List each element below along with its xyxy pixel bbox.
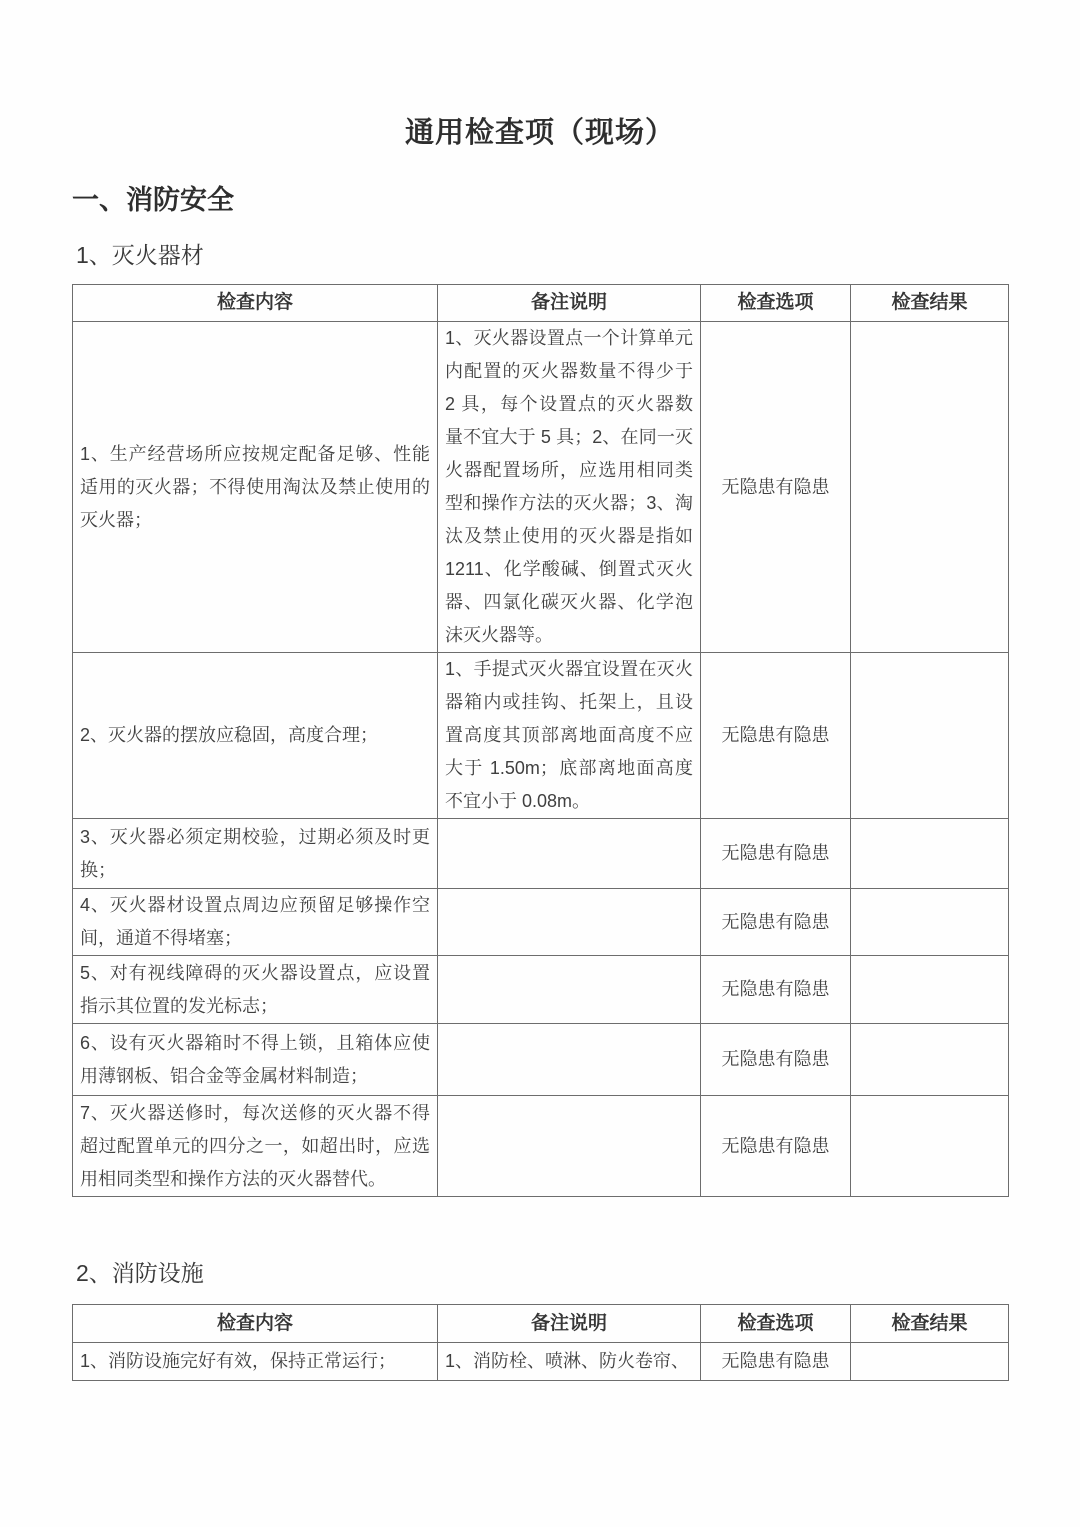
header-remark: 备注说明 — [438, 285, 701, 322]
cell-remark: 1、灭火器设置点一个计算单元内配置的灭火器数量不得少于 2 具，每个设置点的灭火器数量不宜大于 5 具；2、在同一灭火器配置场所，应选用相同类型和操作方法的灭火器；3、淘汰及禁止使用的灭火器是指如 1211、化学酸碱、倒置式灭火器、四氯化碳灭火器、化学泡沫灭火器等。 — [438, 322, 701, 653]
cell-check-option: 无隐患有隐患 — [701, 1096, 851, 1197]
header-check-option: 检查选项 — [701, 1305, 851, 1343]
cell-check-option: 无隐患有隐患 — [701, 653, 851, 819]
cell-check-result — [851, 322, 1009, 653]
cell-remark — [438, 1024, 701, 1096]
cell-check-content: 2、灭火器的摆放应稳固，高度合理； — [73, 653, 438, 819]
cell-check-content: 1、消防设施完好有效，保持正常运行； — [73, 1343, 438, 1381]
cell-check-option: 无隐患有隐患 — [701, 956, 851, 1024]
table-row — [73, 819, 1009, 889]
header-check-result: 检查结果 — [851, 1305, 1009, 1343]
table-row — [73, 1096, 1009, 1197]
header-check-option: 检查选项 — [701, 285, 851, 322]
cell-remark — [438, 956, 701, 1024]
cell-check-option: 无隐患有隐患 — [701, 1343, 851, 1381]
header-check-result: 检查结果 — [851, 285, 1009, 322]
cell-check-content: 3、灭火器必须定期校验，过期必须及时更换； — [73, 819, 438, 889]
cell-remark — [438, 819, 701, 889]
cell-check-result — [851, 1096, 1009, 1197]
cell-check-content: 1、生产经营场所应按规定配备足够、性能适用的灭火器；不得使用淘汰及禁止使用的灭火器； — [73, 322, 438, 653]
table-extinguisher-equipment — [72, 284, 1009, 1197]
cell-check-option: 无隐患有隐患 — [701, 889, 851, 956]
table-fire-facilities — [72, 1304, 1009, 1381]
table-row — [73, 653, 1009, 819]
cell-check-option: 无隐患有隐患 — [701, 322, 851, 653]
table-row — [73, 322, 1009, 653]
cell-check-result — [851, 1024, 1009, 1096]
cell-remark: 1、手提式灭火器宜设置在灭火器箱内或挂钩、托架上，且设置高度其顶部离地面高度不应大于 1.50m；底部离地面高度不宜小于 0.08m。 — [438, 653, 701, 819]
subsection-heading-extinguisher-equipment: 1、灭火器材 — [76, 242, 204, 268]
cell-check-result — [851, 819, 1009, 889]
table-row — [73, 1343, 1009, 1381]
cell-remark: 1、消防栓、喷淋、防火卷帘、 — [438, 1343, 701, 1381]
cell-check-result — [851, 653, 1009, 819]
cell-check-option: 无隐患有隐患 — [701, 1024, 851, 1096]
table-header-row — [73, 285, 1009, 322]
section-heading-fire-safety: 一、消防安全 — [72, 185, 234, 215]
table-row — [73, 956, 1009, 1024]
subsection-heading-fire-facilities: 2、消防设施 — [76, 1260, 204, 1286]
cell-check-result — [851, 956, 1009, 1024]
cell-check-content: 5、对有视线障碍的灭火器设置点，应设置指示其位置的发光标志； — [73, 956, 438, 1024]
table-row — [73, 1024, 1009, 1096]
header-check-content: 检查内容 — [73, 1305, 438, 1343]
cell-check-content: 6、设有灭火器箱时不得上锁，且箱体应使用薄钢板、铝合金等金属材料制造； — [73, 1024, 438, 1096]
cell-check-option: 无隐患有隐患 — [701, 819, 851, 889]
cell-check-content: 7、灭火器送修时，每次送修的灭火器不得超过配置单元的四分之一，如超出时，应选用相同类型和操作方法的灭火器替代。 — [73, 1096, 438, 1197]
header-check-content: 检查内容 — [73, 285, 438, 322]
cell-check-result — [851, 889, 1009, 956]
cell-remark — [438, 1096, 701, 1197]
table-header-row — [73, 1305, 1009, 1343]
page-title: 通用检查项（现场） — [404, 117, 675, 149]
table-row — [73, 889, 1009, 956]
cell-check-result — [851, 1343, 1009, 1381]
header-remark: 备注说明 — [438, 1305, 701, 1343]
cell-check-content: 4、灭火器材设置点周边应预留足够操作空间，通道不得堵塞； — [73, 889, 438, 956]
cell-remark — [438, 889, 701, 956]
